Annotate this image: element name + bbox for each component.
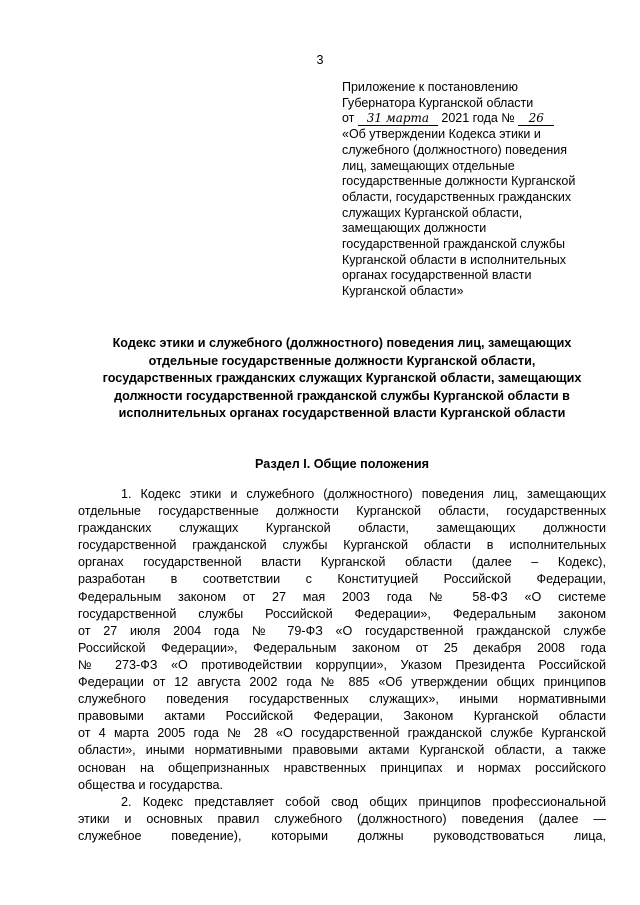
appendix-line: Курганской области» [342,284,464,299]
paragraph-1-line: 1. Кодекс этики и служебного (должностного) поведения лиц, замещающих [121,487,606,501]
appendix-line: служебного (должностного) поведения [342,142,567,157]
paragraph-1-line: Российской Федерации», Федеральным законом от 25 декабря 2008 года [78,640,606,655]
handwritten-number: 26 [518,112,554,126]
date-prefix: от [342,111,355,126]
paragraph-1-line: государственной гражданской службы Курганской области в исполнительных [78,538,606,553]
paragraph-1-line: основан на общепризнанных нравственных принципах и нормах российского [78,760,606,775]
paragraph-1-line: отдельные государственные должности Курганской области, государственных [78,504,606,519]
paragraph-2-line: этики и основных правил служебного (должностного) поведения (далее — [78,811,606,826]
appendix-line: служащих Курганской области, [342,205,523,220]
year-text: 2021 года № [441,111,515,126]
paragraph-1-line: от 27 июля 2004 года № 79-ФЗ «О государственной гражданской службе [78,623,606,638]
appendix-line: замещающих должности [342,221,487,236]
appendix-date-line [342,111,612,127]
code-title [78,335,606,423]
appendix-line: государственные должности Курганской [342,174,576,189]
page-number: 3 [316,53,324,67]
paragraph-1-line: общества и государства. [78,777,224,792]
paragraph-1-line: области», иными нормативными правовыми актами Курганской области, а также [78,743,606,758]
code-title-line: исполнительных органах государственной власти Курганской области [118,406,566,421]
appendix-line: государственной гражданской службы [342,237,565,252]
appendix-line: Приложение к постановлению [342,80,518,94]
appendix-line: области, государственных гражданских [342,189,572,204]
body-text [78,486,606,845]
appendix-header [342,80,612,300]
code-title-line: должности государственной гражданской службы Курганской области в [114,388,570,403]
code-title-line: Кодекс этики и служебного (должностного) поведения лиц, замещающих [112,336,572,350]
paragraph-1-line: № 273-ФЗ «О противодействии коррупции», Указом Президента Российской [78,657,606,672]
paragraph-2-line: служебное поведение), которыми должны руководствоваться лица, [78,828,606,843]
code-title-line: государственных гражданских служащих Курганской области, замещающих [102,371,582,386]
paragraph-1-line: от 4 марта 2005 года № 28 «О государственной гражданской службе Курганской [78,726,606,741]
paragraph-2-line: 2. Кодекс представляет собой свод общих принципов профессиональной [121,794,606,809]
appendix-line: органах государственной власти [342,268,532,283]
paragraph-1-line: органах государственной власти Курганской области (далее – Кодекс), [78,555,606,570]
paragraph-1-line: Федеральным законом от 27 мая 2003 года № 58-ФЗ «О системе [78,589,606,604]
appendix-line: Курганской области в исполнительных [342,252,567,267]
paragraph-1-line: правовыми актами Российской Федерации, Законом Курганской области [78,709,606,724]
paragraph-1-line: гражданских служащих Курганской области, замещающих должности [78,521,606,536]
paragraph-1-line: Федерации от 12 августа 2002 года № 885 «Об утверждении общих принципов [78,675,606,690]
appendix-line: лиц, замещающих отдельные [342,158,515,173]
appendix-line: «Об утверждении Кодекса этики и [342,127,541,142]
handwritten-date: 31 марта [358,112,438,126]
paragraph-1-line: государственной службы Российской Федерации», Федеральным законом [78,606,606,621]
code-title-line: отдельные государственные должности Курганской области, [148,353,536,368]
paragraph-1-line: разработан в соответствии с Конституцией Российской Федерации, [78,572,606,587]
paragraph-1-line: служебного поведения государственных служащих», иными нормативными [78,692,606,707]
appendix-line: Губернатора Курганской области [342,95,534,110]
section-title: Раздел I. Общие положения [255,457,429,471]
